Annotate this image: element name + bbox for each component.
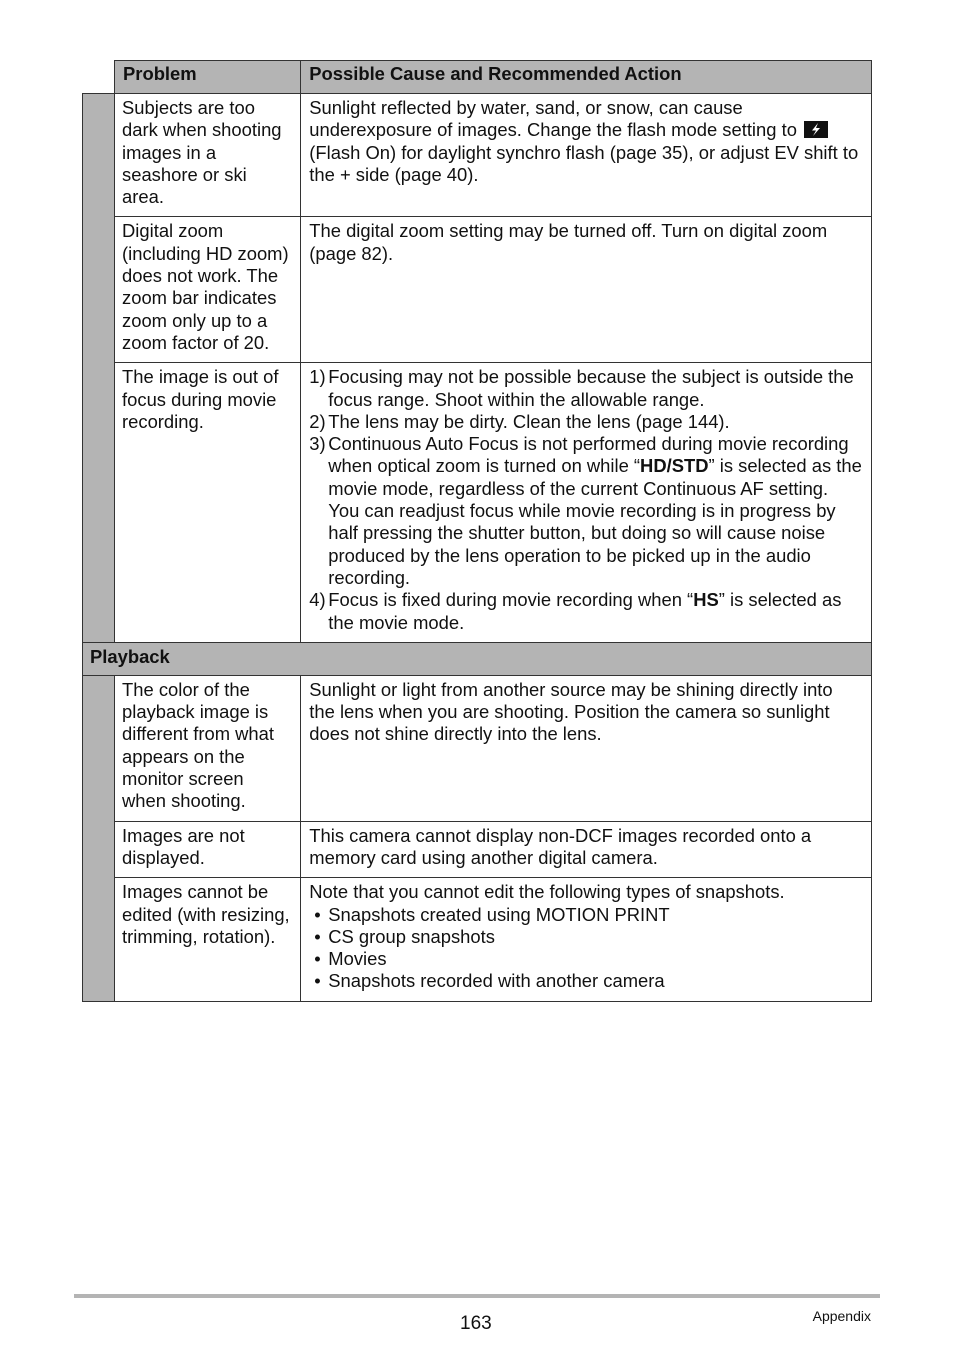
flash-on-icon — [804, 121, 828, 138]
list-item-text: Movies — [328, 948, 387, 970]
bullet-marker: • — [314, 970, 321, 992]
list-item — [309, 366, 863, 411]
problem-column-header: Problem — [115, 61, 301, 94]
problem-cell: Images are not displayed. — [115, 821, 301, 878]
numbered-list — [309, 366, 863, 634]
list-number: 3) — [309, 433, 326, 455]
list-item — [309, 433, 863, 589]
bullet-marker: • — [314, 925, 321, 947]
footer-section-label: Appendix — [812, 1308, 871, 1324]
list-item-text: Snapshots recorded with another camera — [328, 970, 665, 992]
list-item — [309, 589, 863, 634]
action-cell — [301, 363, 872, 643]
list-item — [309, 948, 863, 970]
section-title-playback: Playback — [83, 642, 872, 675]
bullet-marker: • — [314, 903, 321, 925]
action-text: (Flash On) for daylight synchro flash (page 35), or adjust EV shift to the + side (page 40). — [309, 141, 859, 185]
bullet-marker: • — [314, 948, 321, 970]
section-header-row — [83, 642, 872, 675]
page-number: 163 — [460, 1313, 492, 1334]
action-cell — [301, 94, 872, 217]
action-column-header: Possible Cause and Recommended Action — [301, 61, 872, 94]
list-item-text: Continuous Auto Focus is not performed during movie recording when optical zoom is turned on while “ — [328, 433, 849, 477]
category-side-bar — [83, 94, 115, 643]
list-item-text: CS group snapshots — [328, 925, 495, 947]
troubleshooting-table — [82, 60, 872, 1002]
table-row — [83, 363, 872, 643]
bullet-list — [309, 904, 863, 993]
movie-mode-name: HS — [693, 589, 719, 611]
list-number: 2) — [309, 410, 326, 432]
list-item — [309, 904, 863, 926]
table-row — [83, 821, 872, 878]
header-blank-cell — [83, 61, 115, 94]
action-text: Sunlight reflected by water, sand, or snow, can cause underexposure of images. Change the flash mode setting to — [309, 97, 797, 141]
action-cell: The digital zoom setting may be turned off. Turn on digital zoom (page 82). — [301, 217, 872, 363]
problem-cell: The color of the playback image is different from what appears on the monitor screen when shooting. — [115, 675, 301, 821]
list-item-text: Focusing may not be possible because the subject is outside the focus range. Shoot within the allowable range. — [328, 366, 854, 410]
list-item-text: The lens may be dirty. Clean the lens (page 144). — [328, 410, 730, 432]
action-cell — [301, 878, 872, 1001]
problem-cell: Subjects are too dark when shooting images in a seashore or ski area. — [115, 94, 301, 217]
list-item — [309, 926, 863, 948]
table-row — [83, 217, 872, 363]
category-side-bar — [83, 675, 115, 1001]
action-cell: Sunlight or light from another source may be shining directly into the lens when you are shooting. Position the camera so sunlight does not shine directly into the lens. — [301, 675, 872, 821]
table-row — [83, 878, 872, 1001]
list-number: 4) — [309, 589, 326, 611]
problem-cell: Digital zoom (including HD zoom) does not work. The zoom bar indicates zoom only up to a zoom factor of 20. — [115, 217, 301, 363]
table-row — [83, 675, 872, 821]
problem-cell: The image is out of focus during movie recording. — [115, 363, 301, 643]
action-cell: This camera cannot display non-DCF images recorded onto a memory card using another digital camera. — [301, 821, 872, 878]
table-row — [83, 94, 872, 217]
problem-cell: Images cannot be edited (with resizing, trimming, rotation). — [115, 878, 301, 1001]
table-header-row — [83, 61, 872, 94]
footer-divider — [74, 1294, 880, 1298]
list-number: 1) — [309, 366, 326, 388]
list-item-text: Focus is fixed during movie recording when “ — [328, 589, 694, 611]
list-item — [309, 411, 863, 433]
list-item-text: ” is selected as the movie mode. — [328, 589, 842, 633]
list-item — [309, 970, 863, 992]
movie-mode-name: HD/STD — [640, 455, 709, 477]
action-intro: Note that you cannot edit the following types of snapshots. — [309, 881, 785, 903]
list-item-text: ” is selected as the movie mode, regardless of the current Continuous AF setting. You can readjust focus while movie recording is in progress by half pressing the shutter button, but doing so will cause noise produced by the lens operation to be picked up in the audio recording. — [328, 455, 862, 588]
list-item-text: Snapshots created using MOTION PRINT — [328, 903, 670, 925]
